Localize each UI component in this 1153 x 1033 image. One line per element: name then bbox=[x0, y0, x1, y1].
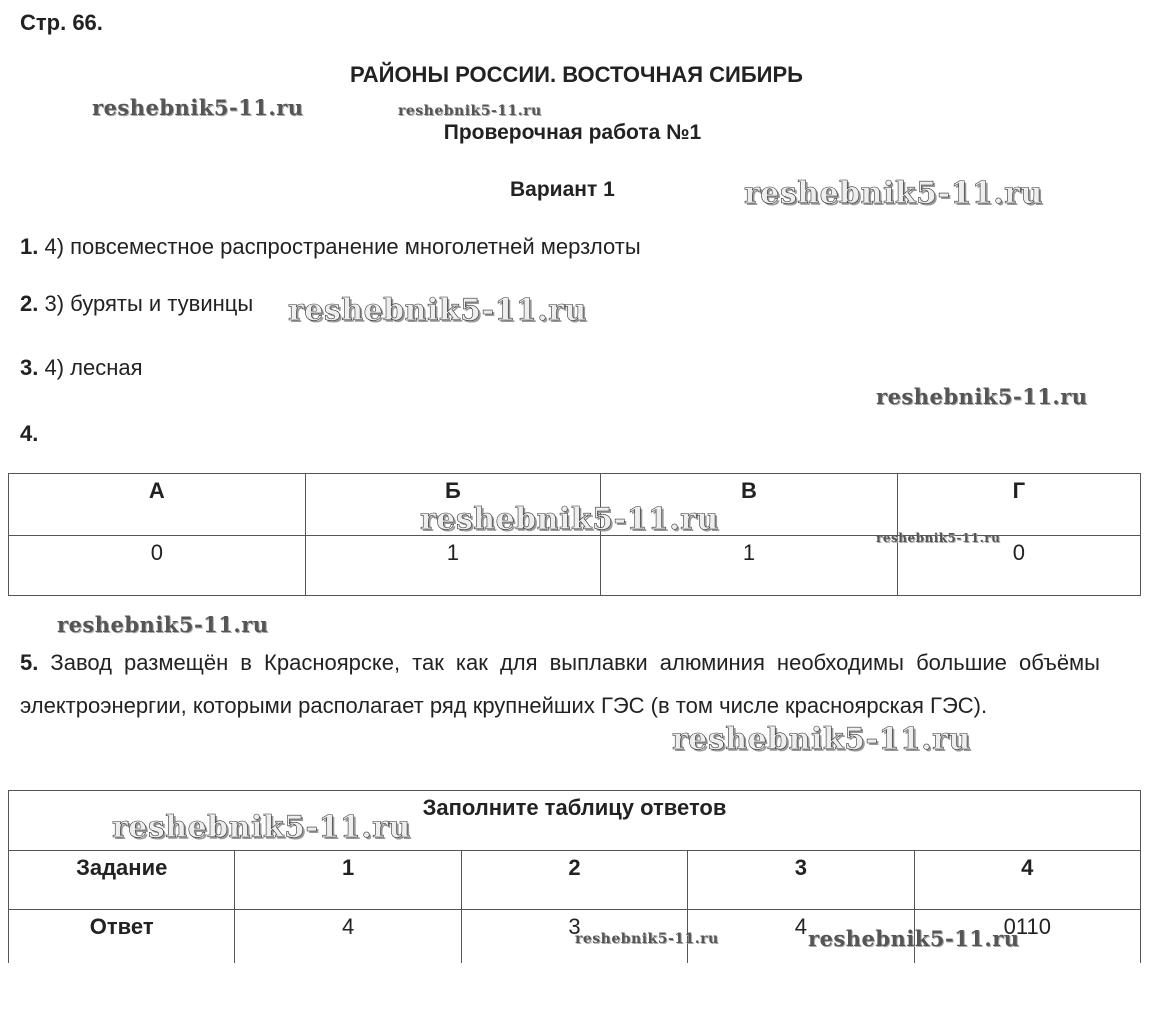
answer-3 bbox=[20, 355, 143, 381]
variant-label: Вариант 1 bbox=[510, 178, 615, 201]
table-cell: 0 bbox=[9, 536, 306, 596]
table-header-cell: 3 bbox=[688, 851, 914, 910]
watermark: reshebnik5-11.ru bbox=[672, 722, 971, 757]
answer-number: 3. bbox=[20, 355, 39, 380]
watermark: reshebnik5-11.ru bbox=[420, 502, 719, 537]
table-cell: 0110 bbox=[914, 910, 1140, 968]
answer-4 bbox=[20, 421, 38, 447]
page-number: Стр. 66. bbox=[20, 10, 103, 35]
watermark: reshebnik5-11.ru bbox=[288, 293, 587, 328]
page-title: РАЙОНЫ РОССИИ. ВОСТОЧНАЯ СИБИРЬ bbox=[350, 62, 803, 87]
work-subtitle bbox=[0, 121, 1153, 145]
watermark: reshebnik5-11.ru bbox=[112, 810, 411, 845]
answer-number: 2. bbox=[20, 291, 39, 316]
answer-5 bbox=[20, 641, 1100, 727]
table-header-cell: 1 bbox=[235, 851, 461, 910]
table-cell: 4 bbox=[235, 910, 461, 968]
row-header-answer: Ответ bbox=[9, 910, 235, 968]
watermark: reshebnik5-11.ru bbox=[398, 103, 542, 119]
work-subtitle-text: Проверочная работа №1 bbox=[443, 121, 702, 144]
table-cell: 1 bbox=[305, 536, 600, 596]
table-cell: 3 bbox=[461, 910, 687, 968]
answer-2 bbox=[20, 291, 253, 317]
row-header-task: Задание bbox=[9, 851, 235, 910]
watermark: reshebnik5-11.ru bbox=[876, 384, 1088, 409]
watermark: reshebnik5-11.ru bbox=[92, 95, 304, 120]
answer-text: Завод размещён в Красноярске, так как для выплавки алюминия необходимы большие объёмы электроэнергии, которыми располагает ряд крупнейших ГЭС (в том числе красноярская ГЭС). bbox=[20, 650, 1100, 718]
answer-1 bbox=[20, 234, 641, 260]
answer-number: 5. bbox=[20, 650, 39, 675]
table-header-cell: В bbox=[601, 474, 898, 536]
answer-number: 1. bbox=[20, 234, 39, 259]
page-bottom-cut bbox=[0, 963, 1153, 1033]
table-caption: Заполните таблицу ответов bbox=[9, 791, 1141, 851]
answer-text: 4) повсеместное распространение многолетней мерзлоты bbox=[38, 234, 641, 259]
table-header-cell: Б bbox=[305, 474, 600, 536]
table-header-row bbox=[9, 851, 1141, 910]
watermark: reshebnik5-11.ru bbox=[808, 926, 1020, 951]
watermark: reshebnik5-11.ru bbox=[876, 531, 1001, 545]
answer-number: 4. bbox=[20, 421, 39, 446]
answer-text: 4) лесная bbox=[38, 355, 143, 380]
table-cell: 4 bbox=[688, 910, 914, 968]
table-header-cell: А bbox=[9, 474, 306, 536]
watermark: reshebnik5-11.ru bbox=[575, 931, 719, 947]
table-header-cell: 4 bbox=[914, 851, 1140, 910]
table-cell: 1 bbox=[601, 536, 898, 596]
answer-text: 3) буряты и тувинцы bbox=[38, 291, 254, 316]
table-cell: 0 bbox=[897, 536, 1140, 596]
table-header-cell: 2 bbox=[461, 851, 687, 910]
watermark: reshebnik5-11.ru bbox=[744, 176, 1043, 211]
watermark: reshebnik5-11.ru bbox=[57, 612, 269, 637]
table-header-cell: Г bbox=[897, 474, 1140, 536]
